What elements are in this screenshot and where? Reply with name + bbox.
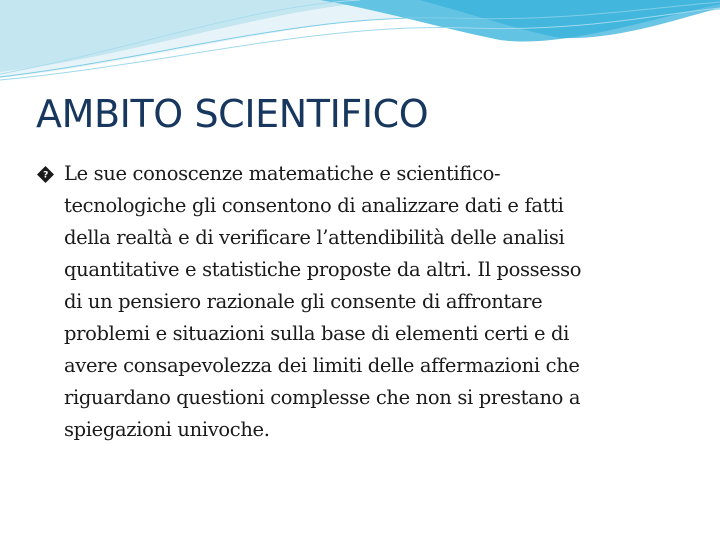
bullet-paragraph <box>36 158 692 446</box>
bullet-line-7: avere consapevolezza dei limiti delle affermazioni che <box>64 354 580 377</box>
svg-text:?: ? <box>43 170 48 181</box>
wave-header-decoration <box>0 0 720 90</box>
bullet-line-2: tecnologiche gli consentono di analizzare dati e fatti <box>64 194 564 217</box>
bullet-line-4: quantitative e statistiche proposte da altri. Il possesso <box>64 258 582 281</box>
bullet-line-5: di un pensiero razionale gli consente di affrontare <box>64 290 543 313</box>
missing-glyph-icon <box>36 165 55 184</box>
slide-body <box>36 158 692 446</box>
bullet-line-3: della realtà e di verificare l’attendibilità delle analisi <box>64 226 565 249</box>
bullet-line-8: riguardano questioni complesse che non si prestano a <box>64 386 581 409</box>
bullet-line-9: spiegazioni univoche. <box>64 418 270 441</box>
slide-title: AMBITO SCIENTIFICO <box>36 92 429 136</box>
bullet-line-1: Le sue conoscenze matematiche e scientifico- <box>64 162 501 185</box>
bullet-line-6: problemi e situazioni sulla base di elementi certi e di <box>64 322 570 345</box>
